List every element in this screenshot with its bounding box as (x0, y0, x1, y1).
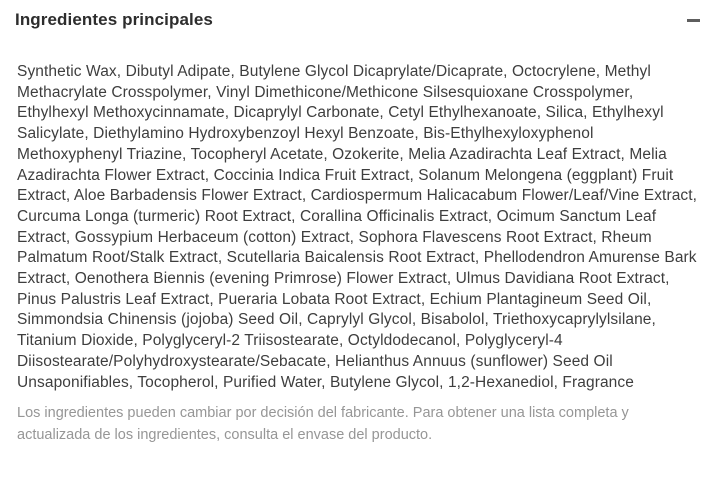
section-title: Ingredientes principales (15, 10, 213, 29)
ingredients-disclaimer: Los ingredientes pueden cambiar por decisión del fabricante. Para obtener una lista completa y actualizada de los ingredientes, consulta el envase del producto. (17, 405, 629, 443)
ingredients-paragraph: Synthetic Wax, Dibutyl Adipate, Butylene Glycol Dicaprylate/Dicaprate, Octocrylene, Methyl Methacrylate Crosspolymer, Vinyl Dimethicone/Methicone Silsesquioxane Crosspolymer, Ethylhexyl Methoxycinnamate, Dicaprylyl Carbonate, Cetyl Ethylhexanoate, Silica, Ethylhexyl Salicylate, Diethylamino Hydroxybenzoyl Hexyl Benzoate, Bis-Ethylhexyloxyphenol Methoxyphenyl Triazine, Tocopheryl Acetate, Ozokerite, Melia Azadirachta Leaf Extract, Melia Azadirachta Flower Extract, Coccinia Indica Fruit Extract, Solanum Melongena (eggplant) Fruit Extract, Aloe Barbadensis Flower Extract, Cardiospermum Halicacabum Flower/Leaf/Vine Extract, Curcuma Longa (turmeric) Root Extract, Corallina Officinalis Extract, Ocimum Sanctum Leaf Extract, Gossypium Herbaceum (cotton) Extract, Sophora Flavescens Root Extract, Rheum Palmatum Root/Stalk Extract, Scutellaria Baicalensis Root Extract, Phellodendron Amurense Bark Extract, Oenothera Biennis (evening Primrose) Flower Extract, Ulmus Davidiana Root Extract, Pinus Palustris Leaf Extract, Pueraria Lobata Root Extract, Echium Plantagineum Seed Oil, Simmondsia Chinensis (jojoba) Seed Oil, Caprylyl Glycol, Bisabolol, Triethoxycaprylylsilane, Titanium Dioxide, Polyglyceryl-2 Triisostearate, Octyldodecanol, Polyglyceryl-4 Diisostearate/Polyhydroxystearate/Sebacate, Helianthus Annuus (sunflower) Seed Oil Unsaponifiables, Tocopherol, Purified Water, Butylene Glycol, 1,2-Hexanediol, Fragrance (17, 63, 698, 391)
minus-icon (687, 19, 700, 22)
accordion-header[interactable] (15, 9, 702, 31)
collapse-button[interactable] (685, 13, 702, 28)
